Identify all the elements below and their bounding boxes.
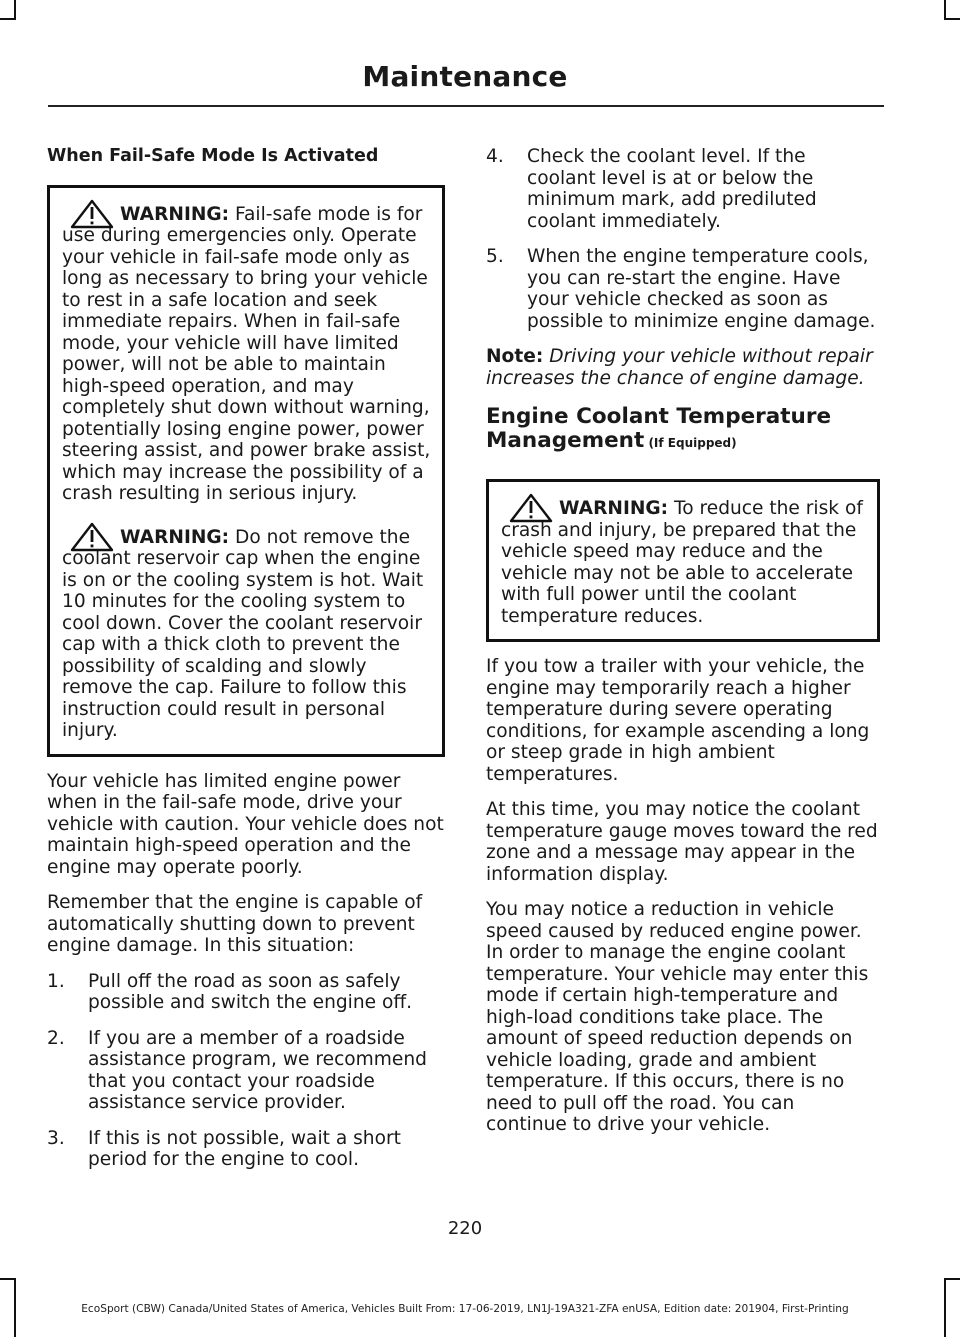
step-number: 5.	[486, 246, 504, 267]
body-paragraph: Remember that the engine is capable of automatically shutting down to prevent engine damage. In this situation:	[47, 892, 423, 956]
warning-label: WARNING:	[120, 203, 230, 225]
step-text: When the engine temperature cools, you can re-start the engine. Have your vehicle checked as soon as possible to minimize engine damage.	[527, 246, 876, 332]
warning-text: To reduce the risk of crash and injury, be prepared that the vehicle speed may reduce and the vehicle may not be able to accelerate with full power until the coolant temperature reduces.	[501, 498, 863, 627]
list-item	[47, 1128, 445, 1171]
warning-label: WARNING:	[559, 498, 669, 519]
right-column	[486, 146, 880, 1150]
page-number: 220	[447, 1218, 483, 1239]
crop-mark	[944, 0, 946, 20]
warning-item	[62, 204, 435, 505]
crop-mark	[944, 1278, 960, 1280]
crop-mark	[0, 18, 16, 20]
body-paragraph: At this time, you may notice the coolant temperature gauge moves toward the red zone and a message may appear in the information display.	[486, 799, 878, 885]
section-heading	[486, 405, 880, 455]
warning-label: WARNING:	[120, 526, 230, 548]
section-subheading: When Fail-Safe Mode Is Activated	[47, 146, 379, 166]
step-list	[486, 146, 880, 332]
warning-triangle-icon	[509, 493, 553, 523]
warning-text: Do not remove the coolant reservoir cap when the engine is on or the cooling system is hot. Wait 10 minutes for the cooling system to cool down. Cover the coolant reservoir cap with a thick cloth to prevent the possibility of scalding and slowly remove the cap. Failure to follow this instruction could result in personal injury.	[62, 526, 424, 741]
body-paragraph: If you tow a trailer with your vehicle, the engine may temporarily reach a higher temperature during severe operating conditions, for example ascending a long or steep grade in high ambient temperatures.	[486, 656, 870, 785]
step-text: Check the coolant level. If the coolant level is at or below the minimum mark, add prediluted coolant immediately.	[527, 146, 817, 232]
body-paragraph: You may notice a reduction in vehicle speed caused by reduced engine power. In order to manage the engine coolant temperature. Your vehicle may enter this mode if certain high-temperature and high-load conditions take place. The amount of speed reduction depends on vehicle loading, grade and ambient temperature. If this occurs, there is no need to pull off the road. You can continue to drive your vehicle.	[486, 899, 869, 1135]
section-heading-suffix: (If Equipped)	[644, 436, 737, 450]
header-divider	[48, 105, 884, 107]
crop-mark	[0, 1278, 16, 1280]
page-title: Maintenance	[362, 60, 568, 93]
note-label: Note:	[486, 346, 544, 367]
step-number: 1.	[47, 970, 65, 992]
list-item	[486, 146, 880, 232]
step-list	[47, 971, 445, 1171]
step-text: If you are a member of a roadside assistance program, we recommend that you contact your roadside assistance service provider.	[88, 1027, 427, 1113]
step-number: 4.	[486, 146, 504, 167]
warning-box	[47, 185, 445, 757]
body-paragraph: Your vehicle has limited engine power when in the fail-safe mode, drive your vehicle with caution. Your vehicle does not maintain high-speed operation and the engine may operate poorly.	[47, 770, 444, 878]
list-item	[486, 246, 880, 332]
crop-mark	[944, 1278, 946, 1337]
warning-box	[486, 479, 880, 642]
footer-text: EcoSport (CBW) Canada/United States of America, Vehicles Built From: 17-06-2019, LN1J-19A321-ZFA enUSA, Edition date: 201904, First-Printing	[81, 1303, 849, 1315]
list-item	[47, 971, 445, 1014]
step-text: Pull off the road as soon as safely possible and switch the engine off.	[88, 970, 413, 1013]
list-item	[47, 1028, 445, 1114]
note-text: Driving your vehicle without repair increases the chance of engine damage.	[486, 346, 873, 389]
warning-triangle-icon	[70, 199, 114, 229]
warning-text: Fail-safe mode is for use during emergencies only. Operate your vehicle in fail-safe mode only as long as necessary to bring your vehicle to rest in a safe location and seek immediate repairs. When in fail-safe mode, your vehicle will have limited power, will not be able to maintain high-speed operation, and may completely shut down without warning, potentially losing engine power, power steering assist, and power brake assist, which may increase the possibility of a crash resulting in serious injury.	[62, 203, 431, 504]
warning-item	[62, 527, 435, 742]
warning-item	[501, 498, 870, 627]
step-text: If this is not possible, wait a short period for the engine to cool.	[88, 1127, 401, 1170]
left-column	[47, 146, 445, 1185]
crop-mark	[14, 0, 16, 20]
step-number: 3.	[47, 1127, 65, 1149]
warning-triangle-icon	[70, 522, 114, 552]
step-number: 2.	[47, 1027, 65, 1049]
note-paragraph	[486, 346, 880, 389]
section-heading-text: Engine Coolant Temperature Management	[486, 404, 832, 453]
crop-mark	[944, 18, 960, 20]
